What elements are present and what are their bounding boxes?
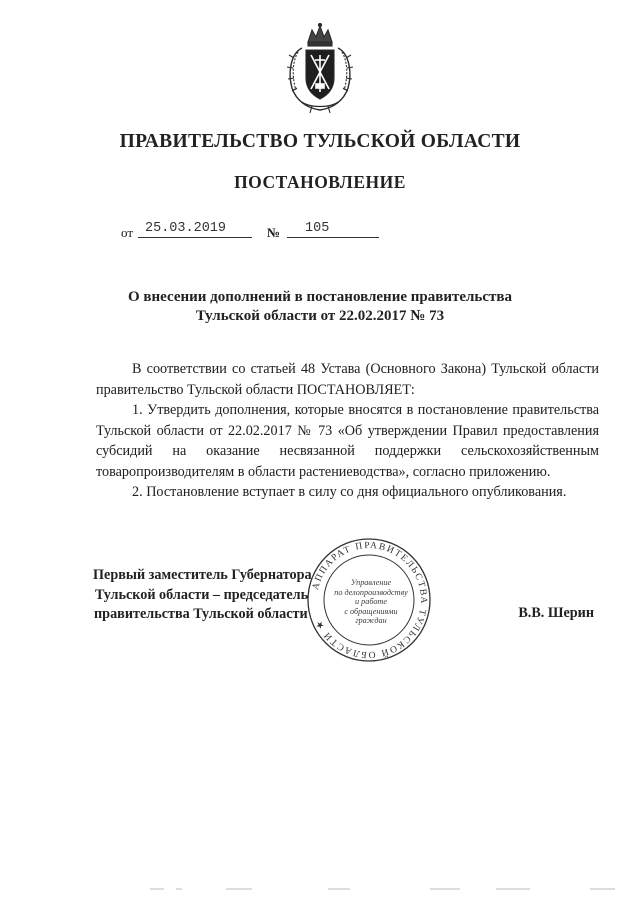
subject-line-1: О внесении дополнений в постановление правительства: [128, 289, 512, 305]
seal-line-2: по делопроизводству: [334, 587, 408, 597]
seal-line-5: граждан: [355, 616, 387, 626]
seal-line-3: и работе: [355, 597, 387, 607]
body-paragraph-preamble: В соответствии со статьей 48 Устава (Основного Закона) Тульской области правительство Тульской области ПОСТАНОВЛЯЕТ:: [96, 361, 599, 398]
date-underline: [138, 237, 252, 238]
signer-position-line-3: правительства Тульской области: [94, 606, 308, 622]
date-prefix: от: [121, 225, 134, 240]
number-prefix: №: [267, 225, 281, 240]
tula-coat-of-arms-icon: [282, 22, 358, 114]
signer-position-line-1: Первый заместитель Губернатора: [93, 567, 312, 583]
government-title: ПРАВИТЕЛЬСТВО ТУЛЬСКОЙ ОБЛАСТИ: [119, 131, 521, 152]
svg-text:АППАРАТ ПРАВИТЕЛЬСТВА ТУЛЬСКОЙ: АППАРАТ ПРАВИТЕЛЬСТВА ТУЛЬСКОЙ ОБЛАСТИ ★: [310, 540, 429, 660]
document-type: ПОСТАНОВЛЕНИЕ: [234, 172, 406, 192]
subject-line-2: Тульской области от 22.02.2017 № 73: [195, 308, 445, 324]
document-body: [96, 359, 599, 503]
seal-line-1: Управление: [350, 578, 392, 587]
body-paragraph-item-2: 2. Постановление вступает в силу со дня официального опубликования.: [132, 484, 567, 500]
scan-artifact-marks: [0, 886, 640, 892]
document-number: 105: [305, 221, 330, 236]
signer-position: [93, 566, 312, 625]
seal-line-4: с обращениями: [344, 606, 398, 616]
document-subject: [0, 288, 640, 326]
number-underline: [287, 237, 379, 238]
seal-center-text: [334, 578, 408, 626]
document-date: 25.03.2019: [145, 221, 227, 236]
signer-name: В.В. Шерин: [518, 605, 594, 621]
body-paragraph-item-1: 1. Утвердить дополнения, которые вносятся в постановление правительства Тульской области от 22.02.2017 № 73 «Об утверждении Правил предоставления субсидий на оказание несвязанной поддержки сельскохозяйственным товаропроизводителям в области растениеводства», согласно приложению.: [96, 402, 599, 480]
signer-position-line-2: Тульской области – председатель: [95, 586, 309, 603]
